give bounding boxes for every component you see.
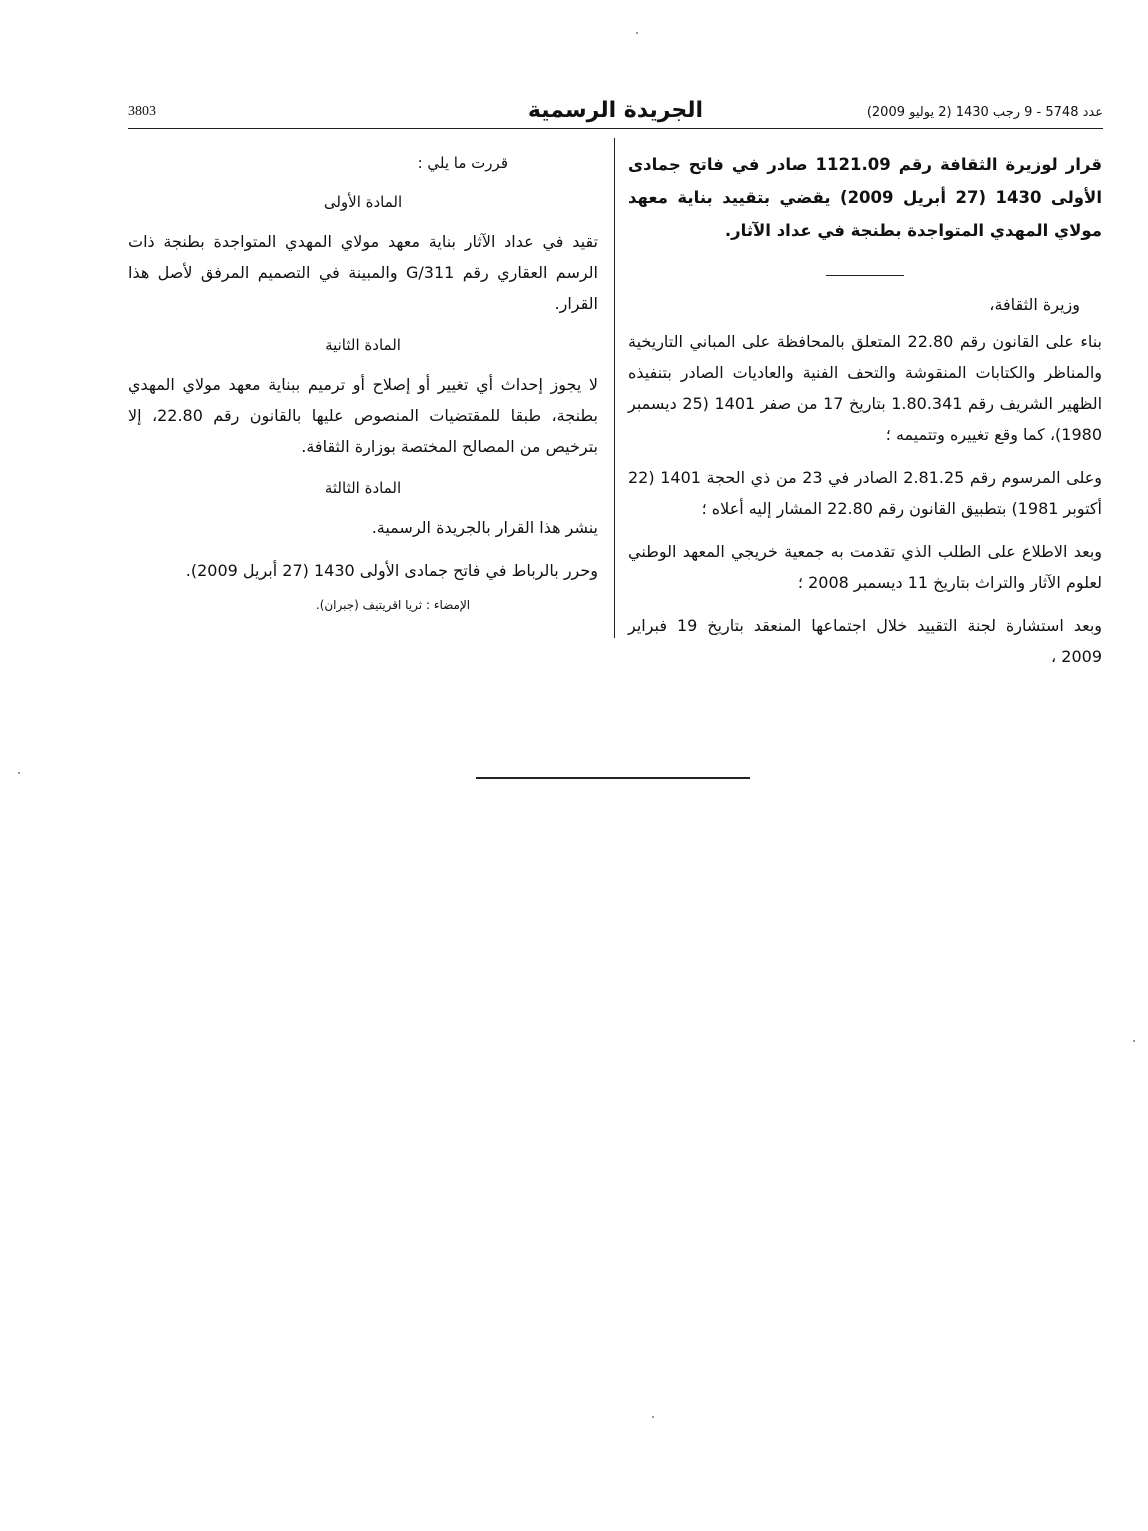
scan-speck <box>636 32 638 34</box>
preamble-paragraph: بناء على القانون رقم 22.80 المتعلق بالمحافظة على المباني التاريخية والمناظر والكتابات المنقوشة والتحف الفنية والعاديات الصادر بتنفيذه الظهير الشريف رقم 1.80.341 بتاريخ 17 من صفر 1401 (25 ديسمبر 1980)، كما وقع تغييره وتتميمه ؛ <box>628 332 1103 444</box>
article-text: تقيد في عداد الآثار بناية معهد مولاي المهدي المتواجدة بطنجة ذات الرسم العقاري رقم G/311 والمبينة في التصميم المرفق لأصل هذا القرار. <box>128 232 598 313</box>
article-heading: المادة الثانية <box>325 336 401 354</box>
article-heading: المادة الأولى <box>323 193 403 211</box>
article-text: ينشر هذا القرار بالجريدة الرسمية. <box>371 518 598 537</box>
minister-line: وزيرة الثقافة، <box>989 295 1080 314</box>
page-header <box>128 100 1103 129</box>
column-divider <box>614 138 615 638</box>
scan-speck <box>1133 1040 1135 1042</box>
decree-title: قرار لوزيرة الثقافة رقم 1121.09 صادر في فاتح جمادى الأولى 1430 (27 أبريل 2009) يقضي بتقييد بناية معهد مولاي المهدي المتواجدة بطنجة في عداد الآثار. <box>628 155 1102 240</box>
signature-line: الإمضاء : ثريا اقريتيف (جبران). <box>315 598 471 612</box>
scan-speck <box>652 1416 654 1418</box>
preamble-paragraph: وبعد استشارة لجنة التقييد خلال اجتماعها المنعقد بتاريخ 19 فبراير 2009 ، <box>628 616 1103 666</box>
end-rule <box>476 777 750 779</box>
preamble-paragraph: وبعد الاطلاع على الطلب الذي تقدمت به جمعية خريجي المعهد الوطني لعلوم الآثار والتراث بتاريخ 11 ديسمبر 2008 ؛ <box>628 542 1102 592</box>
journal-title: الجريدة الرسمية <box>527 98 704 123</box>
done-at-line: وحرر بالرباط في فاتح جمادى الأولى 1430 (27 أبريل 2009). <box>185 561 598 580</box>
issue-info: عدد 5748 - 9 رجب 1430 (2 يوليو 2009) <box>866 105 1103 120</box>
left-column <box>128 148 598 612</box>
title-rule <box>826 275 904 276</box>
preamble-paragraph: وعلى المرسوم رقم 2.81.25 الصادر في 23 من ذي الحجة 1401 (22 أكتوبر 1981) بتطبيق القانون رقم 22.80 المشار إليه أعلاه ؛ <box>628 468 1103 518</box>
decided-line: قررت ما يلي : <box>417 154 508 172</box>
article-heading: المادة الثالثة <box>324 479 402 497</box>
right-column <box>628 148 1102 684</box>
page-number: 3803 <box>128 104 156 119</box>
scan-speck <box>18 772 20 774</box>
article-text: لا يجوز إحداث أي تغيير أو إصلاح أو ترميم ببناية معهد مولاي المهدي بطنجة، طبقا للمقتضيات المنصوص عليها بالقانون رقم 22.80، إلا بترخيص من المصالح المختصة بوزارة الثقافة. <box>128 375 598 456</box>
